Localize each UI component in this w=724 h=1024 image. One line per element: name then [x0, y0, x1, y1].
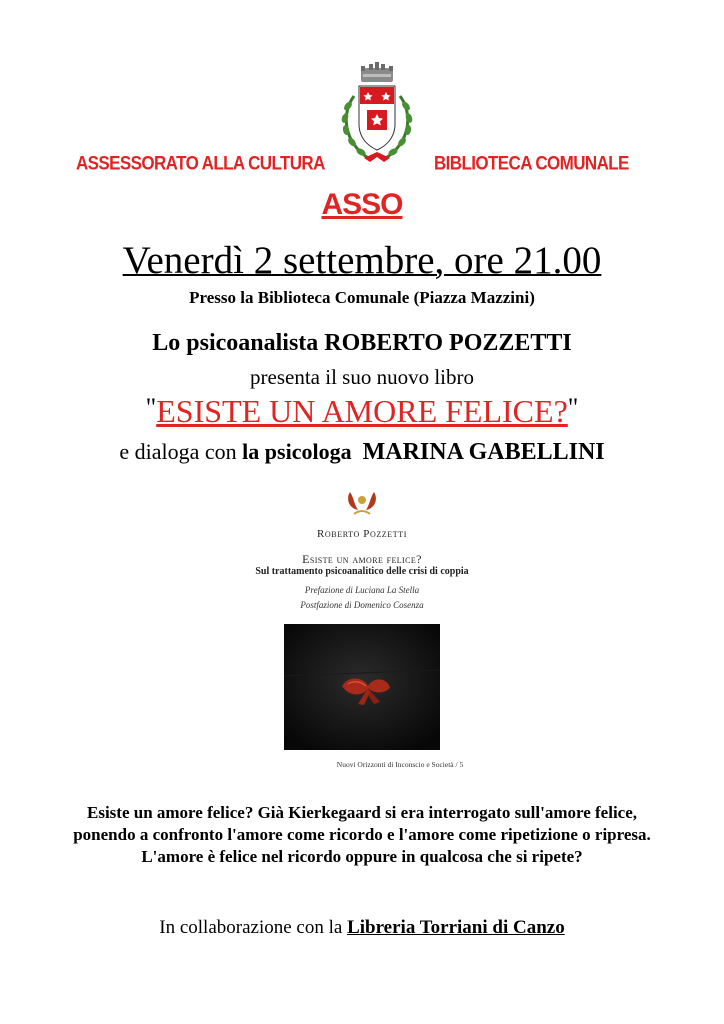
collaboration-line — [0, 917, 724, 939]
bookstore-name: Libreria Torriani di Canzo — [347, 917, 565, 938]
book-title: ESISTE UN AMORE FELICE? — [156, 393, 568, 429]
cover-preface: Prefazione di Luciana La Stella — [304, 585, 420, 595]
dialog-prefix: e dialoga con — [119, 439, 243, 464]
cover-postface: Postfazione di Domenico Cosenza — [300, 600, 424, 610]
dialog-role: la psicologa — [242, 439, 352, 464]
presents-line: presenta il suo nuovo libro — [250, 365, 474, 389]
publisher-logo-icon — [344, 488, 380, 518]
event-date: Venerdì 2 settembre, ore 21.00 — [122, 239, 602, 282]
event-venue: Presso la Biblioteca Comunale (Piazza Mazzini) — [189, 288, 535, 307]
quote-close: " — [567, 393, 579, 422]
cover-title: Esiste un amore felice? — [302, 552, 422, 566]
town-name: ASSO — [321, 188, 403, 221]
cover-image — [284, 624, 440, 750]
book-title-line — [0, 393, 724, 430]
cover-subtitle: Sul trattamento psicoanalitico delle crisi di coppia — [255, 566, 469, 577]
dialog-name: MARINA GABELLINI — [362, 439, 605, 465]
cover-series: Nuovi Orizzonti di Inconscio e Società / 5 — [336, 760, 464, 769]
dialog-line — [0, 439, 724, 466]
description-text: Esiste un amore felice? Già Kierkegaard si era interrogato sull'amore felice, ponendo a confronto l'amore come ricordo e l'amore come ripetizione o ripresa. L'amore è felice nel ricordo oppure in qualcosa che si ripete? — [73, 803, 651, 866]
header-assessorato: ASSESSORATO ALLA CULTURA — [76, 152, 325, 174]
collaboration-prefix: In collaborazione con la — [159, 917, 348, 938]
header-biblioteca: BIBLIOTECA COMUNALE — [434, 152, 629, 174]
author-line: Lo psicoanalista ROBERTO POZZETTI — [152, 330, 572, 356]
quote-open: " — [145, 393, 157, 422]
cover-author: Roberto Pozzetti — [316, 528, 408, 540]
coat-of-arms-icon — [334, 62, 420, 168]
